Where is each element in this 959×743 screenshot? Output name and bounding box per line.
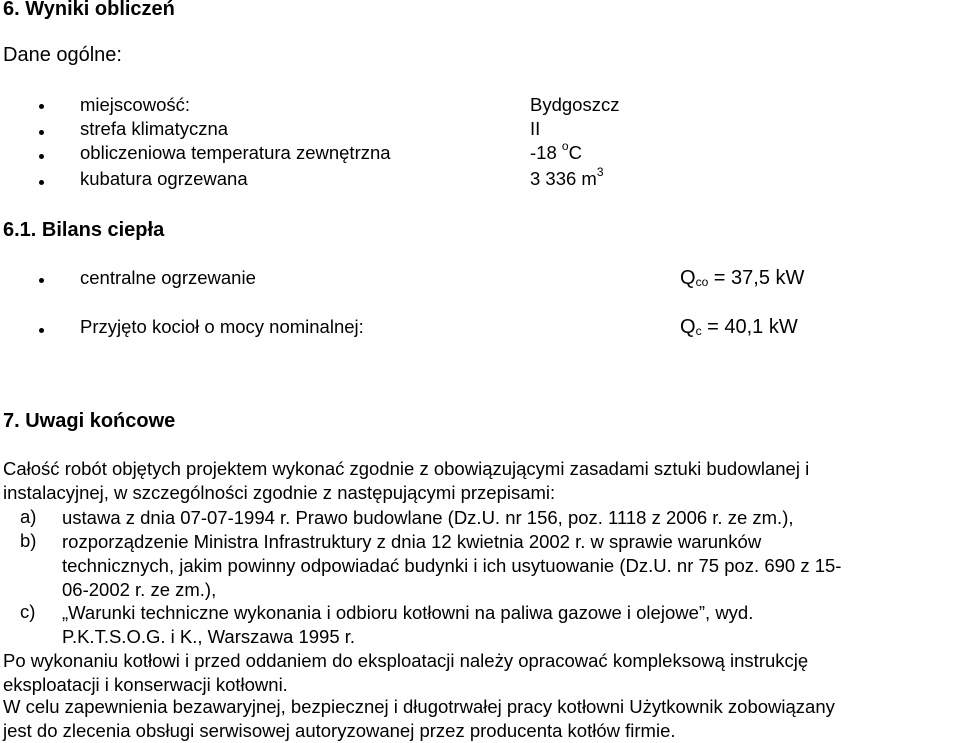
text-line: eksploatacji i konserwacji kotłowni.	[3, 674, 288, 695]
item-label: strefa klimatyczna	[80, 118, 229, 139]
section-7-title: 7. Uwagi końcowe	[3, 410, 176, 432]
item-label: obliczeniowa temperatura zewnętrzna	[80, 142, 391, 163]
list-marker: b)	[20, 530, 37, 551]
list-text: rozporządzenie Ministra Infrastruktury z dnia 12 kwietnia 2002 r. w sprawie warunków technicznych, jakim powinny odpowiadać budynki i ich usytuowanie (Dz.U. nr 75 poz. 690 z 15- 06-2002 r. ze zm.),	[62, 531, 842, 600]
list-marker: c)	[20, 601, 36, 622]
bullet-icon	[39, 154, 44, 159]
item-value: Bydgoszcz	[530, 94, 620, 115]
list-text: ustawa z dnia 07-07-1994 r. Prawo budowlane (Dz.U. nr 156, poz. 1118 z 2006 r. ze zm.),	[62, 507, 794, 528]
section-6-title: 6. Wyniki obliczeń	[3, 0, 175, 20]
item-label: kubatura ogrzewana	[80, 168, 248, 189]
text-line: W celu zapewnienia bezawaryjnej, bezpiecznej i długotrwałej pracy kotłowni Użytkownik zobowiązany	[3, 696, 835, 717]
list-marker: a)	[20, 506, 37, 527]
item-value: $Q_{co} = 37,5$ kW	[680, 267, 805, 289]
text-line: instalacyjnej, w szczególności zgodnie z następującymi przepisami:	[3, 482, 556, 503]
text-line: jest do zlecenia obsługi serwisowej autoryzowanej przez producenta kotłów firmie.	[3, 720, 676, 741]
item-value: 3 336 $m^3$	[530, 165, 604, 189]
text-line: Całość robót objętych projektem wykonać zgodnie z obowiązującymi zasadami sztuki budowlanej i	[3, 458, 810, 479]
item-value: -18 $^o$C	[530, 139, 582, 163]
item-value: $Q_c = 40,1$ kW	[680, 316, 798, 338]
bullet-icon	[39, 278, 44, 283]
item-label: miejscowość:	[80, 94, 190, 115]
section-6-1-title: 6.1. Bilans ciepła	[3, 219, 165, 241]
bullet-icon	[39, 180, 44, 185]
bullet-icon	[39, 328, 44, 333]
item-value: II	[530, 118, 541, 139]
text-line: Po wykonaniu kotłowi i przed oddaniem do eksploatacji należy opracować kompleksową instrukcję	[3, 650, 809, 671]
list-text: „Warunki techniczne wykonania i odbioru kotłowni na paliwa gazowe i olejowe”, wyd. P.K.T.S.O.G. i K., Warszawa 1995 r.	[62, 602, 754, 647]
general-data-heading: Dane ogólne:	[3, 44, 122, 66]
instruction-paragraph	[3, 649, 957, 697]
item-label: centralne ogrzewanie	[80, 267, 256, 288]
service-paragraph	[3, 695, 957, 743]
bullet-icon	[39, 104, 44, 109]
item-label: Przyjęto kocioł o mocy nominalnej:	[80, 316, 364, 337]
bullet-icon	[39, 130, 44, 135]
intro-paragraph	[3, 457, 957, 505]
